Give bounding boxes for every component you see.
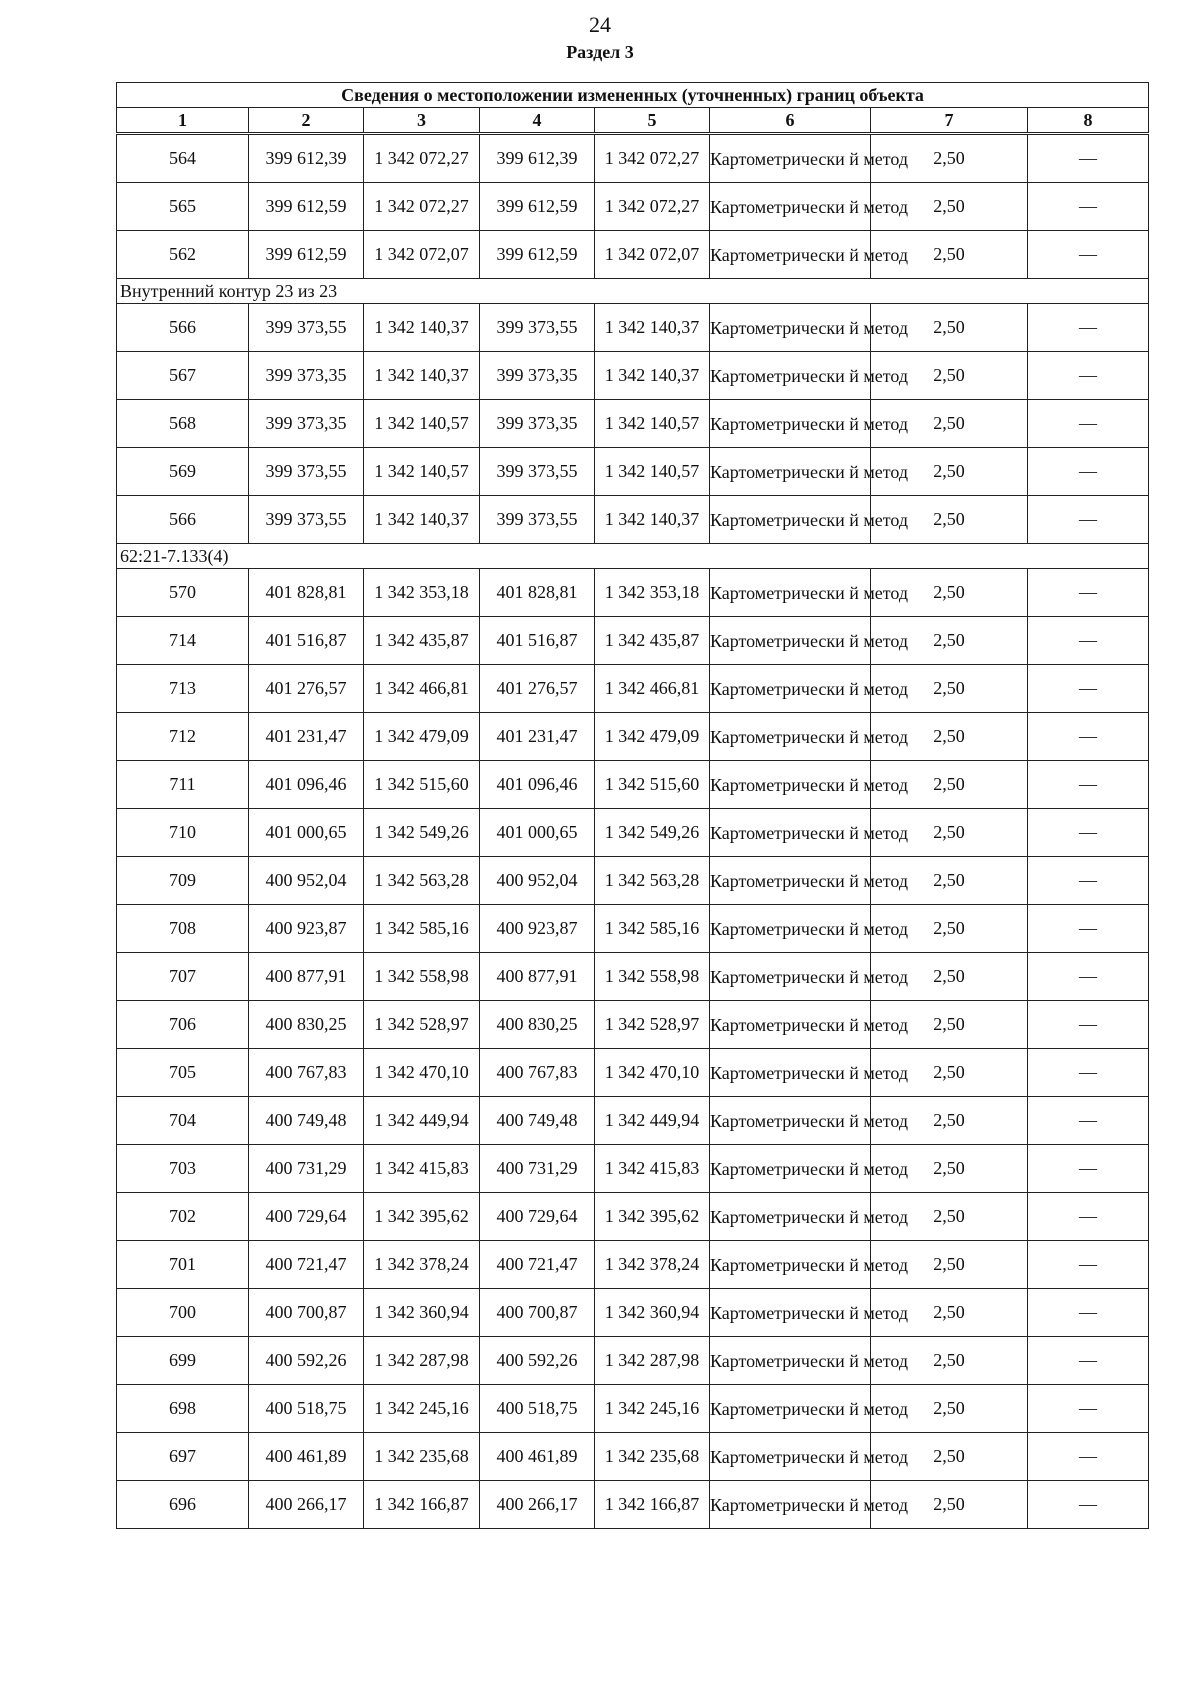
point-number-cell: 703: [117, 1145, 249, 1193]
y-old-cell: 1 342 415,83: [364, 1145, 480, 1193]
table-row: [117, 304, 1149, 352]
method-cell: Картометрически й метод: [710, 1097, 871, 1145]
point-number-cell: 567: [117, 352, 249, 400]
formula-cell: —: [1028, 231, 1149, 279]
y-new-cell: 1 342 140,57: [595, 400, 710, 448]
table-row: [117, 1433, 1149, 1481]
y-new-cell: 1 342 287,98: [595, 1337, 710, 1385]
accuracy-cell: 2,50: [871, 1385, 1028, 1433]
x-new-cell: 399 373,35: [480, 352, 595, 400]
formula-cell: —: [1028, 1049, 1149, 1097]
y-old-cell: 1 342 353,18: [364, 569, 480, 617]
y-new-cell: 1 342 435,87: [595, 617, 710, 665]
accuracy-cell: 2,50: [871, 1145, 1028, 1193]
point-number-cell: 708: [117, 905, 249, 953]
table-row: [117, 713, 1149, 761]
method-cell: Картометрически й метод: [710, 761, 871, 809]
y-old-cell: 1 342 563,28: [364, 857, 480, 905]
x-old-cell: 399 373,35: [249, 352, 364, 400]
x-old-cell: 400 518,75: [249, 1385, 364, 1433]
accuracy-cell: 2,50: [871, 1289, 1028, 1337]
x-old-cell: 400 266,17: [249, 1481, 364, 1529]
accuracy-cell: 2,50: [871, 448, 1028, 496]
y-old-cell: 1 342 287,98: [364, 1337, 480, 1385]
x-new-cell: 400 266,17: [480, 1481, 595, 1529]
y-new-cell: 1 342 072,27: [595, 134, 710, 183]
y-new-cell: 1 342 470,10: [595, 1049, 710, 1097]
formula-cell: —: [1028, 496, 1149, 544]
x-old-cell: 399 612,39: [249, 134, 364, 183]
point-number-cell: 707: [117, 953, 249, 1001]
formula-cell: —: [1028, 905, 1149, 953]
method-cell: Картометрически й метод: [710, 352, 871, 400]
accuracy-cell: 2,50: [871, 761, 1028, 809]
formula-cell: —: [1028, 569, 1149, 617]
y-old-cell: 1 342 245,16: [364, 1385, 480, 1433]
x-new-cell: 399 373,55: [480, 304, 595, 352]
point-number-cell: 702: [117, 1193, 249, 1241]
y-new-cell: 1 342 415,83: [595, 1145, 710, 1193]
x-new-cell: 400 877,91: [480, 953, 595, 1001]
accuracy-cell: 2,50: [871, 857, 1028, 905]
y-old-cell: 1 342 378,24: [364, 1241, 480, 1289]
y-old-cell: 1 342 449,94: [364, 1097, 480, 1145]
x-new-cell: 400 830,25: [480, 1001, 595, 1049]
accuracy-cell: 2,50: [871, 352, 1028, 400]
x-old-cell: 400 767,83: [249, 1049, 364, 1097]
method-cell: Картометрически й метод: [710, 1001, 871, 1049]
y-old-cell: 1 342 166,87: [364, 1481, 480, 1529]
point-number-cell: 705: [117, 1049, 249, 1097]
point-number-cell: 698: [117, 1385, 249, 1433]
y-new-cell: 1 342 378,24: [595, 1241, 710, 1289]
y-new-cell: 1 342 353,18: [595, 569, 710, 617]
method-cell: Картометрически й метод: [710, 905, 871, 953]
point-number-cell: 699: [117, 1337, 249, 1385]
point-number-cell: 706: [117, 1001, 249, 1049]
y-new-cell: 1 342 558,98: [595, 953, 710, 1001]
x-new-cell: 399 612,59: [480, 231, 595, 279]
x-new-cell: 400 721,47: [480, 1241, 595, 1289]
column-header: 7: [871, 108, 1028, 134]
y-new-cell: 1 342 515,60: [595, 761, 710, 809]
x-old-cell: 399 373,35: [249, 400, 364, 448]
x-old-cell: 400 461,89: [249, 1433, 364, 1481]
table-row: [117, 231, 1149, 279]
accuracy-cell: 2,50: [871, 1433, 1028, 1481]
formula-cell: —: [1028, 1001, 1149, 1049]
x-new-cell: 401 096,46: [480, 761, 595, 809]
column-header: 8: [1028, 108, 1149, 134]
y-new-cell: 1 342 140,37: [595, 352, 710, 400]
table-row: [117, 448, 1149, 496]
method-cell: Картометрически й метод: [710, 304, 871, 352]
table-row: [117, 1193, 1149, 1241]
y-new-cell: 1 342 235,68: [595, 1433, 710, 1481]
y-old-cell: 1 342 395,62: [364, 1193, 480, 1241]
point-number-cell: 565: [117, 183, 249, 231]
method-cell: Картометрически й метод: [710, 1145, 871, 1193]
table-row: [117, 496, 1149, 544]
accuracy-cell: 2,50: [871, 183, 1028, 231]
formula-cell: —: [1028, 1097, 1149, 1145]
method-cell: Картометрически й метод: [710, 134, 871, 183]
y-new-cell: 1 342 072,27: [595, 183, 710, 231]
formula-cell: —: [1028, 1481, 1149, 1529]
x-old-cell: 400 830,25: [249, 1001, 364, 1049]
table-caption-row: [117, 83, 1149, 108]
method-cell: Картометрически й метод: [710, 953, 871, 1001]
table-row: [117, 183, 1149, 231]
formula-cell: —: [1028, 1241, 1149, 1289]
table-row: [117, 857, 1149, 905]
point-number-cell: 566: [117, 496, 249, 544]
x-new-cell: 400 731,29: [480, 1145, 595, 1193]
x-new-cell: 401 000,65: [480, 809, 595, 857]
method-cell: Картометрически й метод: [710, 231, 871, 279]
x-old-cell: 400 729,64: [249, 1193, 364, 1241]
method-cell: Картометрически й метод: [710, 1049, 871, 1097]
formula-cell: —: [1028, 1145, 1149, 1193]
y-old-cell: 1 342 360,94: [364, 1289, 480, 1337]
contour-group-label: Внутренний контур 23 из 23: [117, 279, 1149, 304]
formula-cell: —: [1028, 134, 1149, 183]
method-cell: Картометрически й метод: [710, 1289, 871, 1337]
point-number-cell: 569: [117, 448, 249, 496]
point-number-cell: 712: [117, 713, 249, 761]
x-old-cell: 400 952,04: [249, 857, 364, 905]
table-row: [117, 1385, 1149, 1433]
method-cell: Картометрически й метод: [710, 1385, 871, 1433]
y-new-cell: 1 342 549,26: [595, 809, 710, 857]
point-number-cell: 709: [117, 857, 249, 905]
point-number-cell: 710: [117, 809, 249, 857]
column-header: 6: [710, 108, 871, 134]
y-new-cell: 1 342 360,94: [595, 1289, 710, 1337]
point-number-cell: 713: [117, 665, 249, 713]
formula-cell: —: [1028, 183, 1149, 231]
x-new-cell: 400 767,83: [480, 1049, 595, 1097]
point-number-cell: 562: [117, 231, 249, 279]
table-row: [117, 905, 1149, 953]
accuracy-cell: 2,50: [871, 304, 1028, 352]
y-new-cell: 1 342 466,81: [595, 665, 710, 713]
method-cell: Картометрически й метод: [710, 1193, 871, 1241]
table-row: [117, 134, 1149, 183]
x-old-cell: 399 373,55: [249, 496, 364, 544]
x-old-cell: 399 612,59: [249, 183, 364, 231]
x-old-cell: 400 877,91: [249, 953, 364, 1001]
x-old-cell: 399 373,55: [249, 448, 364, 496]
table-row: [117, 665, 1149, 713]
formula-cell: —: [1028, 1337, 1149, 1385]
x-new-cell: 400 749,48: [480, 1097, 595, 1145]
accuracy-cell: 2,50: [871, 1097, 1028, 1145]
formula-cell: —: [1028, 1193, 1149, 1241]
table-header-row: [117, 108, 1149, 134]
accuracy-cell: 2,50: [871, 1481, 1028, 1529]
y-old-cell: 1 342 072,27: [364, 134, 480, 183]
table-row: [117, 1289, 1149, 1337]
y-new-cell: 1 342 563,28: [595, 857, 710, 905]
x-old-cell: 401 276,57: [249, 665, 364, 713]
accuracy-cell: 2,50: [871, 905, 1028, 953]
accuracy-cell: 2,50: [871, 953, 1028, 1001]
contour-group-label: 62:21-7.133(4): [117, 544, 1149, 569]
x-new-cell: 401 828,81: [480, 569, 595, 617]
x-old-cell: 400 592,26: [249, 1337, 364, 1385]
y-new-cell: 1 342 585,16: [595, 905, 710, 953]
y-old-cell: 1 342 515,60: [364, 761, 480, 809]
x-new-cell: 400 700,87: [480, 1289, 595, 1337]
x-old-cell: 400 700,87: [249, 1289, 364, 1337]
table-body: [117, 134, 1149, 1529]
method-cell: Картометрически й метод: [710, 1337, 871, 1385]
section-title: Раздел 3: [566, 42, 634, 62]
method-cell: Картометрически й метод: [710, 857, 871, 905]
formula-cell: —: [1028, 400, 1149, 448]
accuracy-cell: 2,50: [871, 496, 1028, 544]
x-new-cell: 401 231,47: [480, 713, 595, 761]
y-new-cell: 1 342 245,16: [595, 1385, 710, 1433]
table-row: [117, 809, 1149, 857]
y-old-cell: 1 342 140,57: [364, 400, 480, 448]
y-new-cell: 1 342 449,94: [595, 1097, 710, 1145]
y-old-cell: 1 342 479,09: [364, 713, 480, 761]
x-new-cell: 400 461,89: [480, 1433, 595, 1481]
formula-cell: —: [1028, 1289, 1149, 1337]
formula-cell: —: [1028, 448, 1149, 496]
x-new-cell: 399 373,35: [480, 400, 595, 448]
point-number-cell: 700: [117, 1289, 249, 1337]
accuracy-cell: 2,50: [871, 617, 1028, 665]
x-old-cell: 401 231,47: [249, 713, 364, 761]
y-new-cell: 1 342 166,87: [595, 1481, 710, 1529]
method-cell: Картометрически й метод: [710, 809, 871, 857]
point-number-cell: 564: [117, 134, 249, 183]
y-old-cell: 1 342 140,37: [364, 352, 480, 400]
table-row: [117, 953, 1149, 1001]
table-row: [117, 352, 1149, 400]
x-old-cell: 399 373,55: [249, 304, 364, 352]
x-new-cell: 399 373,55: [480, 496, 595, 544]
table-row: [117, 1145, 1149, 1193]
table-row: [117, 1337, 1149, 1385]
method-cell: Картометрически й метод: [710, 665, 871, 713]
point-number-cell: 711: [117, 761, 249, 809]
formula-cell: —: [1028, 1433, 1149, 1481]
point-number-cell: 566: [117, 304, 249, 352]
formula-cell: —: [1028, 761, 1149, 809]
method-cell: Картометрически й метод: [710, 1241, 871, 1289]
x-old-cell: 401 516,87: [249, 617, 364, 665]
column-header: 3: [364, 108, 480, 134]
table-row: [117, 1241, 1149, 1289]
method-cell: Картометрически й метод: [710, 448, 871, 496]
table-row: [117, 1001, 1149, 1049]
x-new-cell: 400 729,64: [480, 1193, 595, 1241]
accuracy-cell: 2,50: [871, 1193, 1028, 1241]
point-number-cell: 701: [117, 1241, 249, 1289]
accuracy-cell: 2,50: [871, 665, 1028, 713]
accuracy-cell: 2,50: [871, 1049, 1028, 1097]
y-old-cell: 1 342 558,98: [364, 953, 480, 1001]
method-cell: Картометрически й метод: [710, 496, 871, 544]
x-old-cell: 400 749,48: [249, 1097, 364, 1145]
x-new-cell: 400 518,75: [480, 1385, 595, 1433]
method-cell: Картометрически й метод: [710, 617, 871, 665]
y-old-cell: 1 342 435,87: [364, 617, 480, 665]
x-new-cell: 400 952,04: [480, 857, 595, 905]
x-new-cell: 399 373,55: [480, 448, 595, 496]
x-new-cell: 401 516,87: [480, 617, 595, 665]
formula-cell: —: [1028, 304, 1149, 352]
formula-cell: —: [1028, 713, 1149, 761]
method-cell: Картометрически й метод: [710, 569, 871, 617]
y-new-cell: 1 342 395,62: [595, 1193, 710, 1241]
table-row: [117, 1481, 1149, 1529]
point-number-cell: 568: [117, 400, 249, 448]
y-old-cell: 1 342 549,26: [364, 809, 480, 857]
accuracy-cell: 2,50: [871, 1241, 1028, 1289]
x-new-cell: 399 612,59: [480, 183, 595, 231]
column-header: 1: [117, 108, 249, 134]
x-old-cell: 400 721,47: [249, 1241, 364, 1289]
contour-group-row: [117, 544, 1149, 569]
y-old-cell: 1 342 140,57: [364, 448, 480, 496]
accuracy-cell: 2,50: [871, 400, 1028, 448]
y-new-cell: 1 342 140,57: [595, 448, 710, 496]
x-new-cell: 400 923,87: [480, 905, 595, 953]
formula-cell: —: [1028, 857, 1149, 905]
contour-group-row: [117, 279, 1149, 304]
y-old-cell: 1 342 072,07: [364, 231, 480, 279]
method-cell: Картометрически й метод: [710, 400, 871, 448]
x-new-cell: 399 612,39: [480, 134, 595, 183]
method-cell: Картометрически й метод: [710, 1433, 871, 1481]
x-old-cell: 400 923,87: [249, 905, 364, 953]
column-header: 2: [249, 108, 364, 134]
table-row: [117, 617, 1149, 665]
y-old-cell: 1 342 470,10: [364, 1049, 480, 1097]
accuracy-cell: 2,50: [871, 809, 1028, 857]
accuracy-cell: 2,50: [871, 1001, 1028, 1049]
table-row: [117, 761, 1149, 809]
x-old-cell: 401 000,65: [249, 809, 364, 857]
table-row: [117, 1049, 1149, 1097]
point-number-cell: 704: [117, 1097, 249, 1145]
method-cell: Картометрически й метод: [710, 713, 871, 761]
accuracy-cell: 2,50: [871, 713, 1028, 761]
x-new-cell: 400 592,26: [480, 1337, 595, 1385]
y-old-cell: 1 342 140,37: [364, 304, 480, 352]
formula-cell: —: [1028, 1385, 1149, 1433]
table-row: [117, 569, 1149, 617]
table-row: [117, 1097, 1149, 1145]
y-old-cell: 1 342 466,81: [364, 665, 480, 713]
table-row: [117, 400, 1149, 448]
x-old-cell: 401 096,46: [249, 761, 364, 809]
accuracy-cell: 2,50: [871, 134, 1028, 183]
formula-cell: —: [1028, 665, 1149, 713]
y-old-cell: 1 342 072,27: [364, 183, 480, 231]
y-new-cell: 1 342 479,09: [595, 713, 710, 761]
page-number: 24: [589, 12, 611, 37]
y-old-cell: 1 342 585,16: [364, 905, 480, 953]
accuracy-cell: 2,50: [871, 231, 1028, 279]
x-old-cell: 401 828,81: [249, 569, 364, 617]
point-number-cell: 696: [117, 1481, 249, 1529]
method-cell: Картометрически й метод: [710, 183, 871, 231]
table-caption: Сведения о местоположении измененных (уточненных) границ объекта: [117, 83, 1149, 108]
method-cell: Картометрически й метод: [710, 1481, 871, 1529]
point-number-cell: 570: [117, 569, 249, 617]
formula-cell: —: [1028, 352, 1149, 400]
column-header: 4: [480, 108, 595, 134]
y-new-cell: 1 342 140,37: [595, 304, 710, 352]
column-header: 5: [595, 108, 710, 134]
accuracy-cell: 2,50: [871, 569, 1028, 617]
point-number-cell: 714: [117, 617, 249, 665]
x-new-cell: 401 276,57: [480, 665, 595, 713]
y-new-cell: 1 342 140,37: [595, 496, 710, 544]
y-old-cell: 1 342 140,37: [364, 496, 480, 544]
boundary-table: [116, 82, 1149, 1529]
y-old-cell: 1 342 528,97: [364, 1001, 480, 1049]
y-new-cell: 1 342 072,07: [595, 231, 710, 279]
formula-cell: —: [1028, 953, 1149, 1001]
y-old-cell: 1 342 235,68: [364, 1433, 480, 1481]
x-old-cell: 400 731,29: [249, 1145, 364, 1193]
y-new-cell: 1 342 528,97: [595, 1001, 710, 1049]
formula-cell: —: [1028, 809, 1149, 857]
x-old-cell: 399 612,59: [249, 231, 364, 279]
accuracy-cell: 2,50: [871, 1337, 1028, 1385]
point-number-cell: 697: [117, 1433, 249, 1481]
formula-cell: —: [1028, 617, 1149, 665]
